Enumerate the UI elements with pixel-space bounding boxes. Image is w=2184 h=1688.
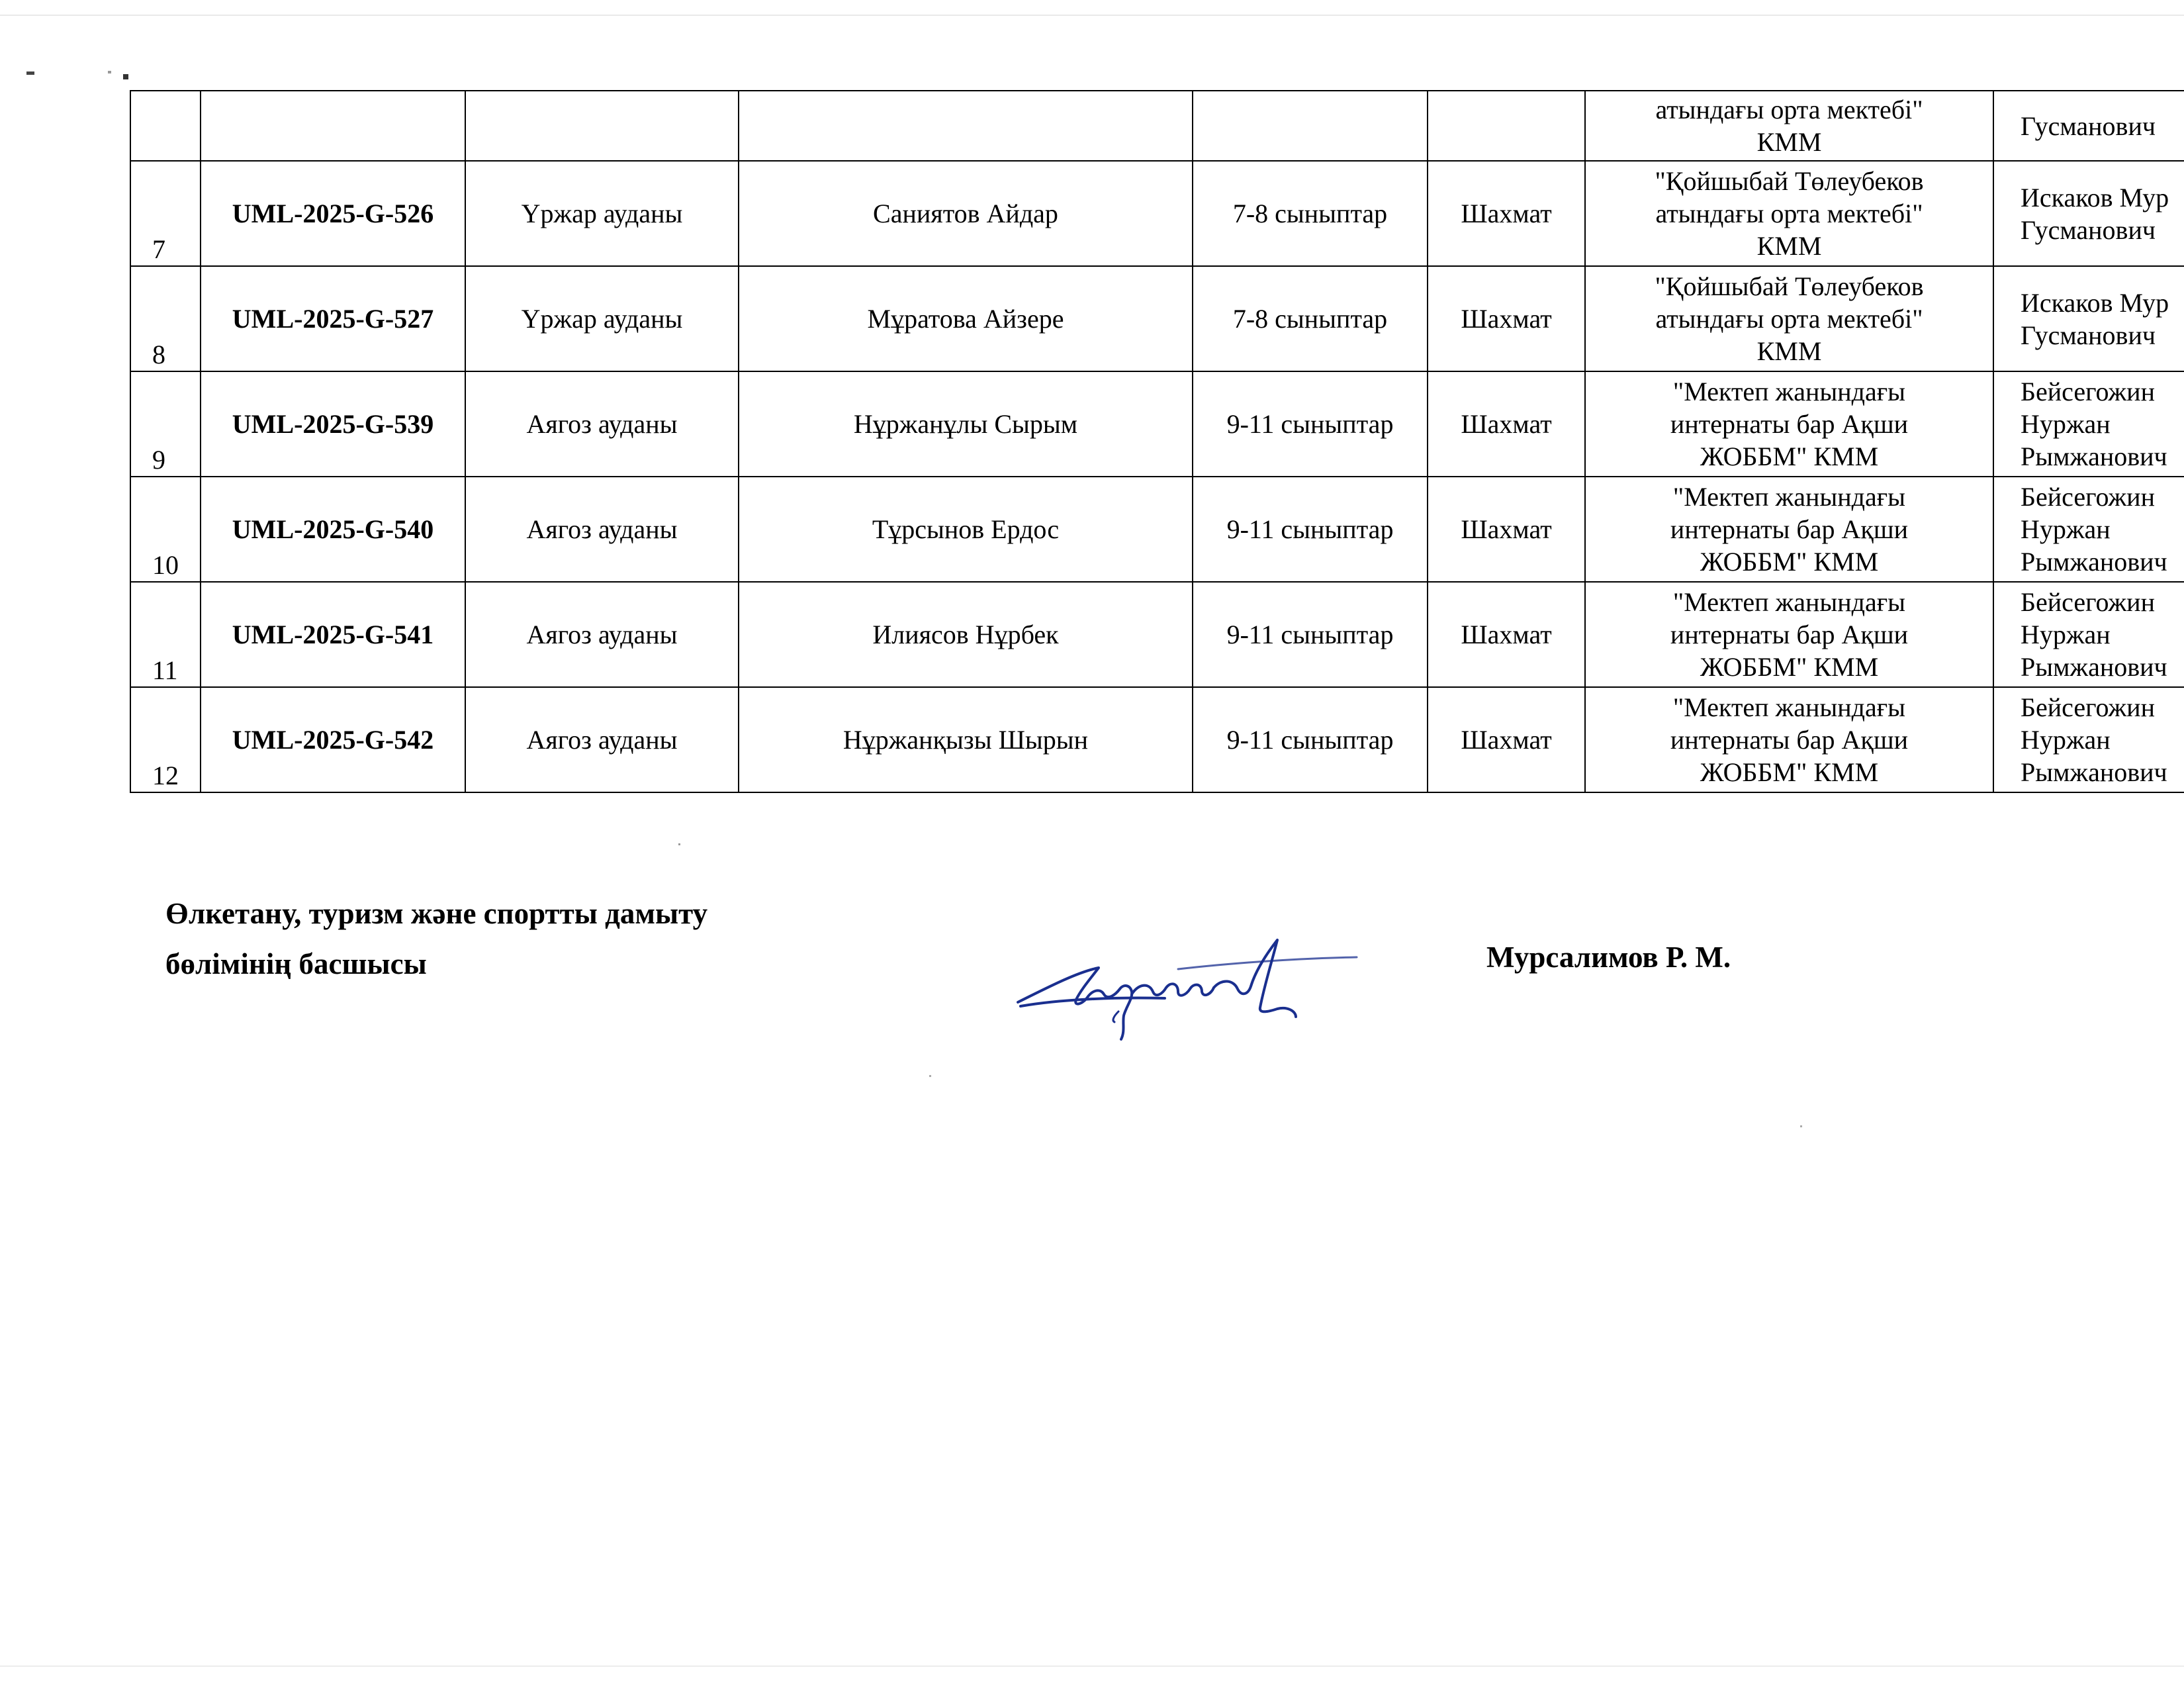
table-row [130, 91, 2184, 161]
school-line: КММ [1756, 336, 1822, 366]
mentor-line: Гусманович [2021, 320, 2156, 350]
school-cell [1585, 582, 1993, 687]
school-line: ЖОББМ" КММ [1700, 652, 1879, 682]
school-line: "Қойшыбай Төлеубеков [1655, 271, 1924, 301]
name-cell: Нұржанұлы Сырым [739, 371, 1193, 477]
mentor-line: Бейсегожин [2021, 692, 2155, 722]
school-line: интернаты бар Ақши [1670, 620, 1909, 649]
school-line: "Мектеп жанындағы [1672, 587, 1906, 617]
mentor-line: Рымжанович [2021, 652, 2167, 682]
mentor-cell [1993, 91, 2184, 161]
num-cell: 7 [130, 161, 201, 266]
district-cell [465, 91, 739, 161]
grade-cell: 9-11 сыныптар [1193, 371, 1428, 477]
mentor-line: Нуржан [2021, 514, 2111, 544]
district-cell: Аягоз ауданы [465, 371, 739, 477]
name-cell: Саниятов Айдар [739, 161, 1193, 266]
mentor-cell [1993, 161, 2184, 266]
mentor-line: Бейсегожин [2021, 377, 2155, 406]
num-cell [130, 91, 201, 161]
name-cell [739, 91, 1193, 161]
name-cell: Мұратова Айзере [739, 266, 1193, 371]
bottom-scan-edge [0, 1665, 2184, 1667]
mentor-line: Бейсегожин [2021, 482, 2155, 512]
mentor-cell [1993, 582, 2184, 687]
school-line: "Мектеп жанындағы [1672, 692, 1906, 722]
subject-cell: Шахмат [1428, 477, 1585, 582]
name-cell: Нұржанқызы Шырын [739, 687, 1193, 792]
mentor-line: Нуржан [2021, 725, 2111, 755]
mentor-line: Гусманович [2021, 111, 2156, 141]
grade-cell [1193, 91, 1428, 161]
district-cell: Аягоз ауданы [465, 477, 739, 582]
name-cell: Илиясов Нұрбек [739, 582, 1193, 687]
num-cell: 12 [130, 687, 201, 792]
school-line: ЖОББМ" КММ [1700, 442, 1879, 471]
code-cell: UML-2025-G-526 [201, 161, 465, 266]
grade-cell: 7-8 сыныптар [1193, 266, 1428, 371]
subject-cell: Шахмат [1428, 161, 1585, 266]
grade-cell: 9-11 сыныптар [1193, 687, 1428, 792]
mentor-line: Бейсегожин [2021, 587, 2155, 617]
table-row [130, 161, 2184, 266]
district-cell: Аягоз ауданы [465, 687, 739, 792]
table-row [130, 582, 2184, 687]
num-cell: 10 [130, 477, 201, 582]
num-cell: 9 [130, 371, 201, 477]
mentor-line: Рымжанович [2021, 442, 2167, 471]
district-cell: Аягоз ауданы [465, 582, 739, 687]
table-row [130, 371, 2184, 477]
position-title-line: бөлімінің басшысы [165, 947, 427, 980]
footer-position-title [165, 888, 707, 989]
mentor-line: Гусманович [2021, 214, 2156, 245]
table-row [130, 266, 2184, 371]
school-cell [1585, 371, 1993, 477]
num-cell: 11 [130, 582, 201, 687]
grade-cell: 7-8 сыныптар [1193, 161, 1428, 266]
school-line: атындағы орта мектебі" [1655, 199, 1923, 228]
school-line: "Мектеп жанындағы [1672, 377, 1906, 406]
name-cell: Тұрсынов Ердос [739, 477, 1193, 582]
mentor-line: Рымжанович [2021, 757, 2167, 787]
participants-table [130, 90, 2184, 793]
school-cell [1585, 161, 1993, 266]
school-line: атындағы орта мектебі" [1655, 95, 1923, 124]
school-line: интернаты бар Ақши [1670, 514, 1909, 544]
mentor-cell [1993, 687, 2184, 792]
school-cell [1585, 266, 1993, 371]
subject-cell: Шахмат [1428, 687, 1585, 792]
signature-icon [1013, 928, 1370, 1054]
mentor-cell [1993, 371, 2184, 477]
school-line: КММ [1756, 231, 1822, 261]
code-cell: UML-2025-G-542 [201, 687, 465, 792]
grade-cell: 9-11 сыныптар [1193, 582, 1428, 687]
district-cell: Үржар ауданы [465, 161, 739, 266]
school-cell [1585, 687, 1993, 792]
mentor-cell [1993, 266, 2184, 371]
school-line: КММ [1756, 127, 1822, 157]
school-line: интернаты бар Ақши [1670, 725, 1909, 755]
subject-cell: Шахмат [1428, 371, 1585, 477]
school-line: ЖОББМ" КММ [1700, 547, 1879, 577]
mentor-line: Искаков Мур [2021, 287, 2169, 318]
code-cell: UML-2025-G-539 [201, 371, 465, 477]
mentor-line: Нуржан [2021, 620, 2111, 649]
code-cell: UML-2025-G-540 [201, 477, 465, 582]
table-row [130, 477, 2184, 582]
school-line: "Қойшыбай Төлеубеков [1655, 166, 1924, 196]
num-cell: 8 [130, 266, 201, 371]
position-title-line: Өлкетану, туризм және спортты дамыту [165, 897, 708, 930]
table-row [130, 687, 2184, 792]
head-name: Мурсалимов Р. М. [1486, 941, 1731, 974]
school-cell [1585, 91, 1993, 161]
school-line: ЖОББМ" КММ [1700, 757, 1879, 787]
code-cell: UML-2025-G-527 [201, 266, 465, 371]
school-line: "Мектеп жанындағы [1672, 482, 1906, 512]
district-cell: Үржар ауданы [465, 266, 739, 371]
code-cell [201, 91, 465, 161]
mentor-line: Нуржан [2021, 409, 2111, 439]
subject-cell: Шахмат [1428, 582, 1585, 687]
mentor-line: Искаков Мур [2021, 182, 2169, 212]
subject-cell [1428, 91, 1585, 161]
mentor-line: Рымжанович [2021, 547, 2167, 577]
school-line: атындағы орта мектебі" [1655, 304, 1923, 334]
school-cell [1585, 477, 1993, 582]
subject-cell: Шахмат [1428, 266, 1585, 371]
school-line: интернаты бар Ақши [1670, 409, 1909, 439]
code-cell: UML-2025-G-541 [201, 582, 465, 687]
mentor-cell [1993, 477, 2184, 582]
grade-cell: 9-11 сыныптар [1193, 477, 1428, 582]
